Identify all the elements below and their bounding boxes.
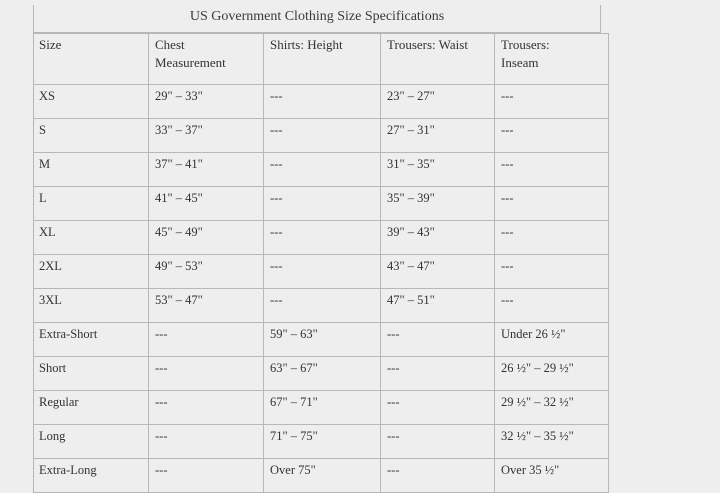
header-row <box>34 34 609 85</box>
table-cell: 3XL <box>34 289 149 323</box>
table-cell: Extra-Long <box>34 459 149 493</box>
table-cell: --- <box>495 221 609 255</box>
table-cell: 39" – 43" <box>381 221 495 255</box>
table-title: US Government Clothing Size Specifications <box>33 5 601 33</box>
table-cell: 49" – 53" <box>149 255 264 289</box>
table-cell: --- <box>264 221 381 255</box>
table-cell: --- <box>495 289 609 323</box>
table-cell: 41" – 45" <box>149 187 264 221</box>
table-cell: Over 35 ½" <box>495 459 609 493</box>
table-row <box>34 119 609 153</box>
table-cell: 67" – 71" <box>264 391 381 425</box>
header-cell-chest: Chest Measurement <box>149 34 264 85</box>
table-cell: --- <box>381 391 495 425</box>
table-cell: 29 ½" – 32 ½" <box>495 391 609 425</box>
table-cell: Under 26 ½" <box>495 323 609 357</box>
header-cell-trousers-inseam: Trousers: Inseam <box>495 34 609 85</box>
header-cell-size: Size <box>34 34 149 85</box>
table-cell: L <box>34 187 149 221</box>
table-row <box>34 255 609 289</box>
table-cell: Short <box>34 357 149 391</box>
table-cell: --- <box>495 187 609 221</box>
table-cell: --- <box>495 255 609 289</box>
table-cell: 37" – 41" <box>149 153 264 187</box>
table-cell: --- <box>149 425 264 459</box>
table-cell: Regular <box>34 391 149 425</box>
table-cell: --- <box>381 357 495 391</box>
table-row <box>34 289 609 323</box>
table-cell: Long <box>34 425 149 459</box>
table-cell: --- <box>149 357 264 391</box>
table-row <box>34 221 609 255</box>
table-cell: --- <box>149 391 264 425</box>
table-row <box>34 153 609 187</box>
table-cell: --- <box>381 425 495 459</box>
table-cell: --- <box>264 85 381 119</box>
table-row <box>34 459 609 493</box>
table-cell: --- <box>495 119 609 153</box>
table-cell: --- <box>381 459 495 493</box>
table-cell: M <box>34 153 149 187</box>
table-cell: --- <box>264 153 381 187</box>
table-cell: 53" – 47" <box>149 289 264 323</box>
table-cell: --- <box>149 323 264 357</box>
table-cell: 26 ½" – 29 ½" <box>495 357 609 391</box>
table-cell: 29" – 33" <box>149 85 264 119</box>
table-row <box>34 323 609 357</box>
table-cell: --- <box>264 187 381 221</box>
table-cell: 47" – 51" <box>381 289 495 323</box>
table-cell: --- <box>264 255 381 289</box>
table-row <box>34 187 609 221</box>
table-cell: --- <box>381 323 495 357</box>
table-cell: 63" – 67" <box>264 357 381 391</box>
table-cell: 33" – 37" <box>149 119 264 153</box>
table-cell: S <box>34 119 149 153</box>
table-row <box>34 357 609 391</box>
header-cell-shirts-height: Shirts: Height <box>264 34 381 85</box>
table-cell: 59" – 63" <box>264 323 381 357</box>
table-cell: 45" – 49" <box>149 221 264 255</box>
table-cell: 32 ½" – 35 ½" <box>495 425 609 459</box>
table-cell: --- <box>495 153 609 187</box>
table-cell: 27" – 31" <box>381 119 495 153</box>
table-cell: --- <box>264 119 381 153</box>
table-cell: Over 75" <box>264 459 381 493</box>
table-cell: 71" – 75" <box>264 425 381 459</box>
table-row <box>34 391 609 425</box>
table-cell: --- <box>264 289 381 323</box>
table-cell: --- <box>149 459 264 493</box>
table-row <box>34 85 609 119</box>
table-cell: 23" – 27" <box>381 85 495 119</box>
table-cell: XL <box>34 221 149 255</box>
size-spec-table <box>33 33 609 493</box>
table-cell: 31" – 35" <box>381 153 495 187</box>
header-cell-trousers-waist: Trousers: Waist <box>381 34 495 85</box>
table-row <box>34 425 609 459</box>
table-cell: 43" – 47" <box>381 255 495 289</box>
table-cell: 2XL <box>34 255 149 289</box>
table-cell: 35" – 39" <box>381 187 495 221</box>
table-cell: XS <box>34 85 149 119</box>
table-cell: --- <box>495 85 609 119</box>
table-cell: Extra-Short <box>34 323 149 357</box>
